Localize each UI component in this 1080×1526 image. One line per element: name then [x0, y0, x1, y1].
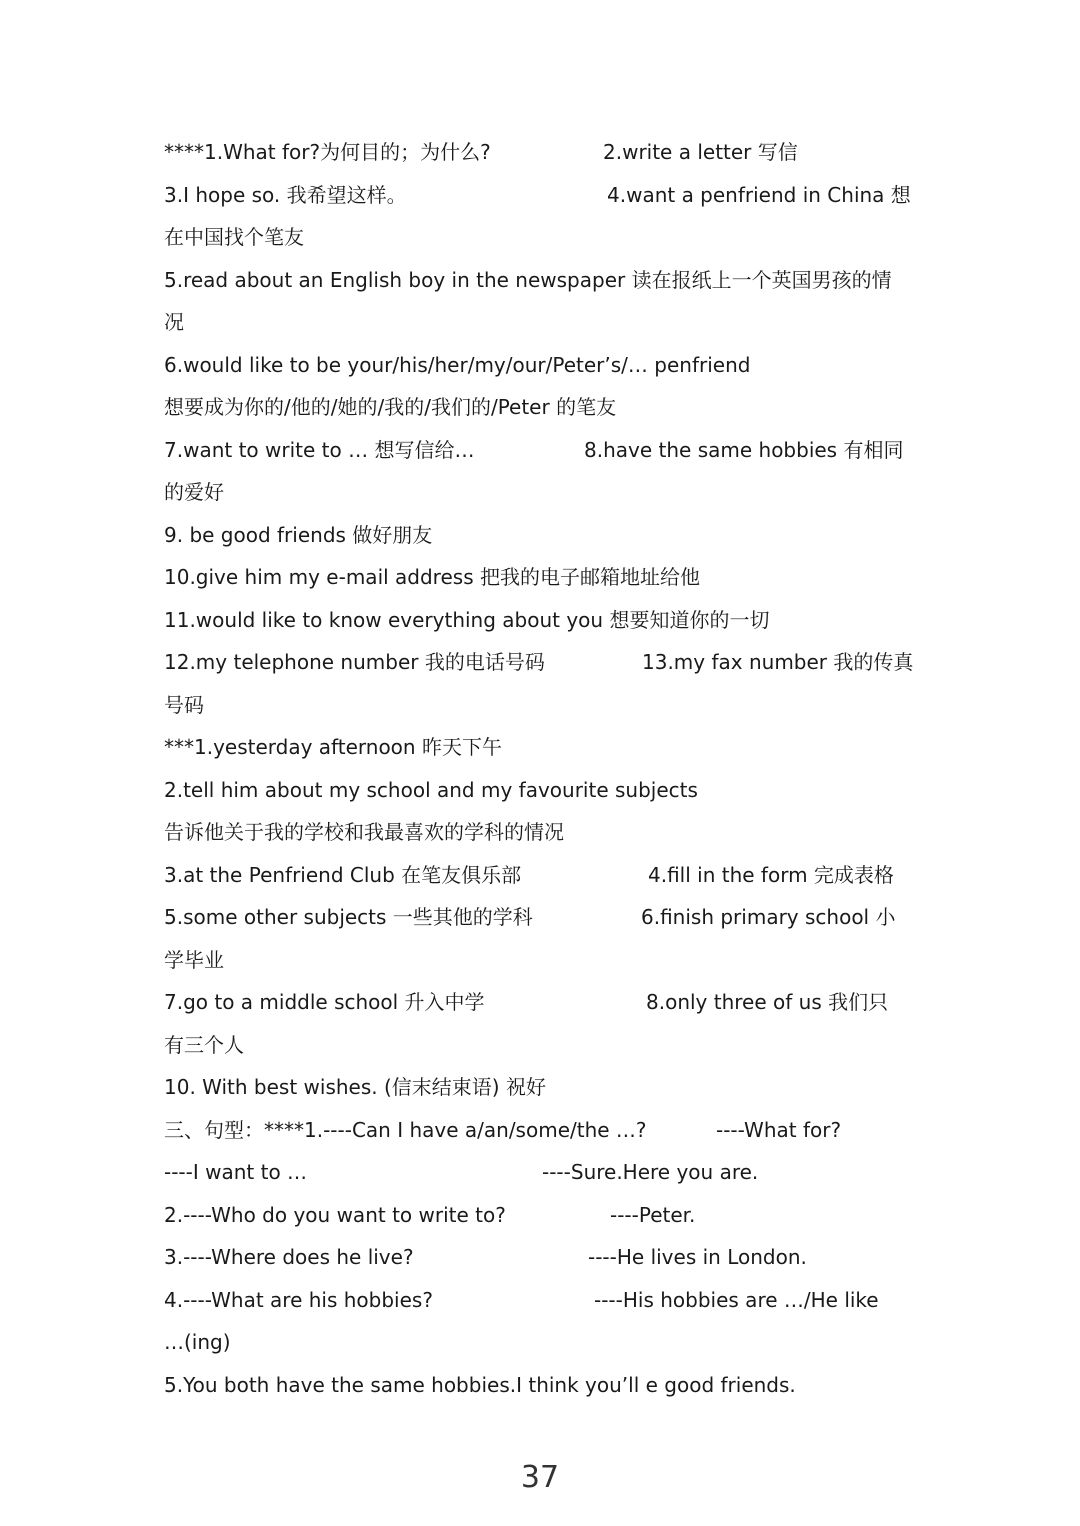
text-line: 三、句型：****1.----Can I have a/an/some/the …? ----What for?	[164, 1117, 842, 1142]
text-line: 告诉他关于我的学校和我最喜欢的学科的情况	[164, 820, 564, 844]
text-line: ----I want to … ----Sure.Here you are.	[164, 1160, 759, 1184]
text-line: 6.would like to be your/his/her/my/our/Peter’s/… penfriend	[164, 352, 751, 377]
text-line: 10.give him my e-mail address 把我的电子邮箱地址给他	[164, 565, 700, 589]
text-body	[164, 131, 916, 1406]
text-line: 号码	[164, 692, 204, 717]
text-line: 的爱好	[164, 480, 224, 504]
text-line: 12.my telephone number 我的电话号码 13.my fax number 我的传真	[164, 650, 914, 674]
text-line: ***1.yesterday afternoon 昨天下午	[164, 735, 502, 759]
text-line: 2.tell him about my school and my favourite subjects	[164, 777, 698, 802]
text-line: 3.I hope so. 我希望这样。 4.want a penfriend in China 想	[164, 182, 911, 207]
text-line: 9. be good friends 做好朋友	[164, 522, 433, 547]
text-line: 5.read about an English boy in the newspaper 读在报纸上一个英国男孩的情	[164, 267, 892, 292]
text-line: 2.----Who do you want to write to? ----Peter.	[164, 1202, 696, 1227]
text-line: 有三个人	[164, 1032, 244, 1057]
text-line: 5.You both have the same hobbies.I think you’ll e good friends.	[164, 1372, 796, 1397]
text-line: 3.at the Penfriend Club 在笔友俱乐部 4.fill in the form 完成表格	[164, 862, 894, 887]
text-line: 学毕业	[164, 947, 224, 972]
text-line: 7.go to a middle school 升入中学 8.only three of us 我们只	[164, 990, 889, 1014]
text-line: 7.want to write to … 想写信给… 8.have the same hobbies 有相同	[164, 437, 904, 462]
page-number: 37	[520, 1460, 560, 1495]
text-line: 10. With best wishes. (信末结束语) 祝好	[164, 1075, 546, 1099]
text-line: 况	[164, 310, 184, 334]
text-line: …(ing)	[164, 1330, 231, 1354]
text-line: 11.would like to know everything about you 想要知道你的一切	[164, 607, 770, 632]
text-line: 4.----What are his hobbies? ----His hobbies are …/He like	[164, 1287, 879, 1312]
text-line: 想要成为你的/他的/她的/我的/我们的/Peter 的笔友	[164, 395, 617, 419]
text-line: 在中国找个笔友	[164, 225, 304, 249]
text-line: ****1.What for?为何目的；为什么? 2.write a letter 写信	[164, 140, 798, 164]
text-line: 5.some other subjects 一些其他的学科 6.finish primary school 小	[164, 905, 896, 929]
text-line: 3.----Where does he live? ----He lives in London.	[164, 1245, 807, 1269]
